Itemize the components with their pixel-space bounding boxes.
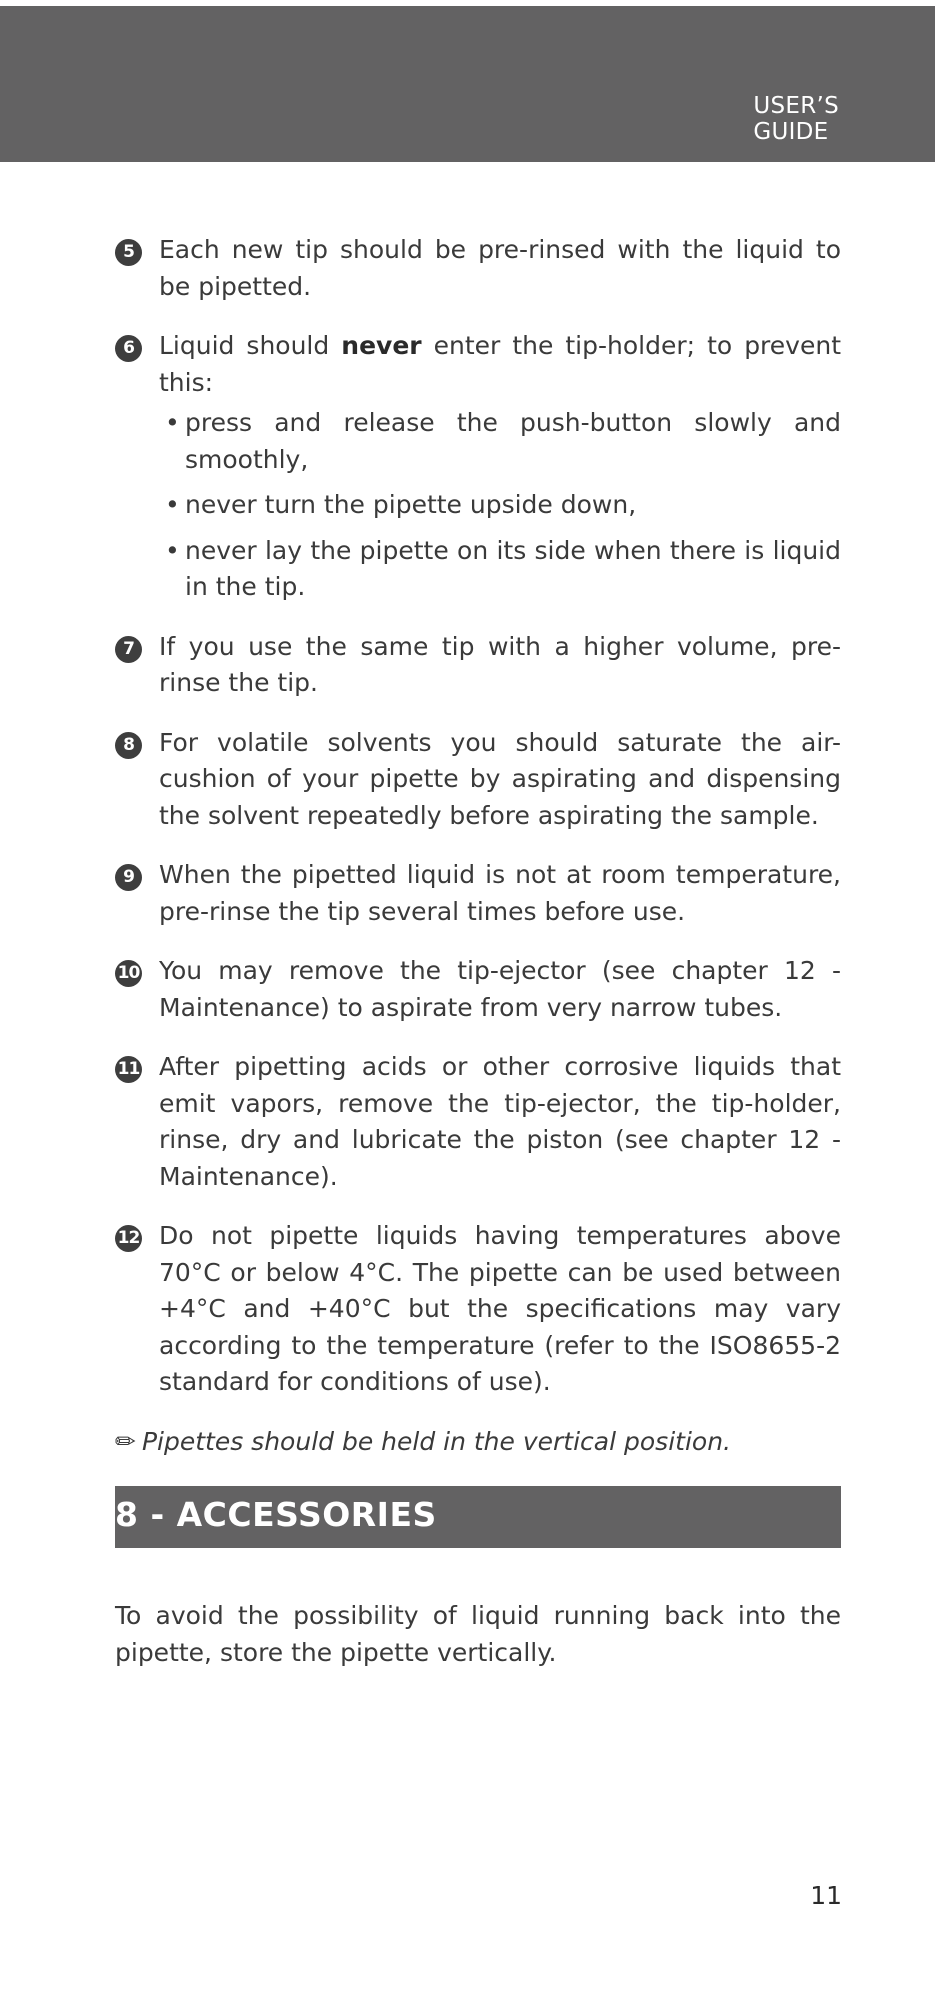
bullet-item: [159, 533, 841, 606]
bullet-text: press and release the push-button slowly and smoothly,: [185, 408, 841, 474]
bullet-icon: •: [165, 408, 180, 437]
number-badge-icon: 9: [115, 864, 142, 891]
list-item-12: [115, 1218, 841, 1401]
section-header: [115, 1486, 841, 1548]
page-content: [115, 232, 841, 1671]
bullet-list: [159, 405, 841, 606]
page-number: 11: [810, 1881, 842, 1910]
item-text-before: Liquid should: [159, 331, 342, 360]
number-badge-icon: 7: [115, 636, 142, 663]
item-text: If you use the same tip with a higher volume, pre-rinse the tip.: [159, 631, 841, 697]
bullet-icon: •: [165, 535, 180, 565]
item-text: For volatile solvents you should saturate the air-cushion of your pipette by aspirating and dispensing the solvent repeatedly before aspirating the sample.: [159, 727, 841, 830]
list-item-8: [115, 725, 841, 835]
note: [115, 1424, 841, 1461]
note-text: Pipettes should be held in the vertical position.: [141, 1426, 731, 1456]
item-text-bold: never: [341, 331, 422, 360]
number-badge-icon: 10: [115, 960, 142, 987]
list-item-5: [115, 232, 841, 305]
list-item-6: [115, 328, 841, 606]
header-title-line2: GUIDE: [753, 119, 829, 145]
number-badge-icon: 8: [115, 732, 142, 759]
pencil-icon: ✏: [115, 1426, 136, 1456]
header-band: [0, 6, 935, 162]
bullet-text: never lay the pipette on its side when there is liquid in the tip.: [185, 535, 841, 601]
list-item-7: [115, 629, 841, 702]
item-text: After pipetting acids or other corrosive liquids that emit vapors, remove the tip-ejector, the tip-holder, rinse, dry and lubricate the piston (see chapter 12 - Maintenance).: [159, 1052, 841, 1191]
list-item-9: [115, 857, 841, 930]
body-paragraph: To avoid the possibility of liquid running back into the pipette, store the pipette vertically.: [115, 1601, 841, 1667]
bullet-icon: •: [165, 490, 180, 519]
number-badge-icon: 12: [115, 1225, 142, 1252]
item-text: You may remove the tip-ejector (see chapter 12 - Maintenance) to aspirate from very narrow tubes.: [159, 956, 841, 1022]
section-title: 8 - ACCESSORIES: [115, 1495, 437, 1534]
item-text: [159, 328, 841, 401]
header-title: [753, 93, 839, 145]
number-badge-icon: 6: [115, 335, 142, 362]
item-text: When the pipetted liquid is not at room temperature, pre-rinse the tip several times before use.: [159, 860, 841, 926]
bullet-item: [159, 405, 841, 478]
number-badge-icon: 11: [115, 1056, 142, 1083]
bullet-text: never turn the pipette upside down,: [185, 490, 637, 519]
list-item-11: [115, 1049, 841, 1195]
list-item-10: [115, 953, 841, 1026]
header-title-line1: USER’S: [753, 93, 839, 119]
item-text: Each new tip should be pre-rinsed with the liquid to be pipetted.: [159, 235, 841, 301]
item-text-after: enter the tip-holder; to prevent this:: [159, 331, 841, 397]
number-badge-icon: 5: [115, 239, 142, 266]
bullet-item: [159, 487, 841, 524]
item-text: Do not pipette liquids having temperatures above 70°C or below 4°C. The pipette can be used between +4°C and +40°C but the specifications may vary according to the temperature (refer to the ISO8655-2 standard for conditions of use).: [159, 1221, 841, 1396]
